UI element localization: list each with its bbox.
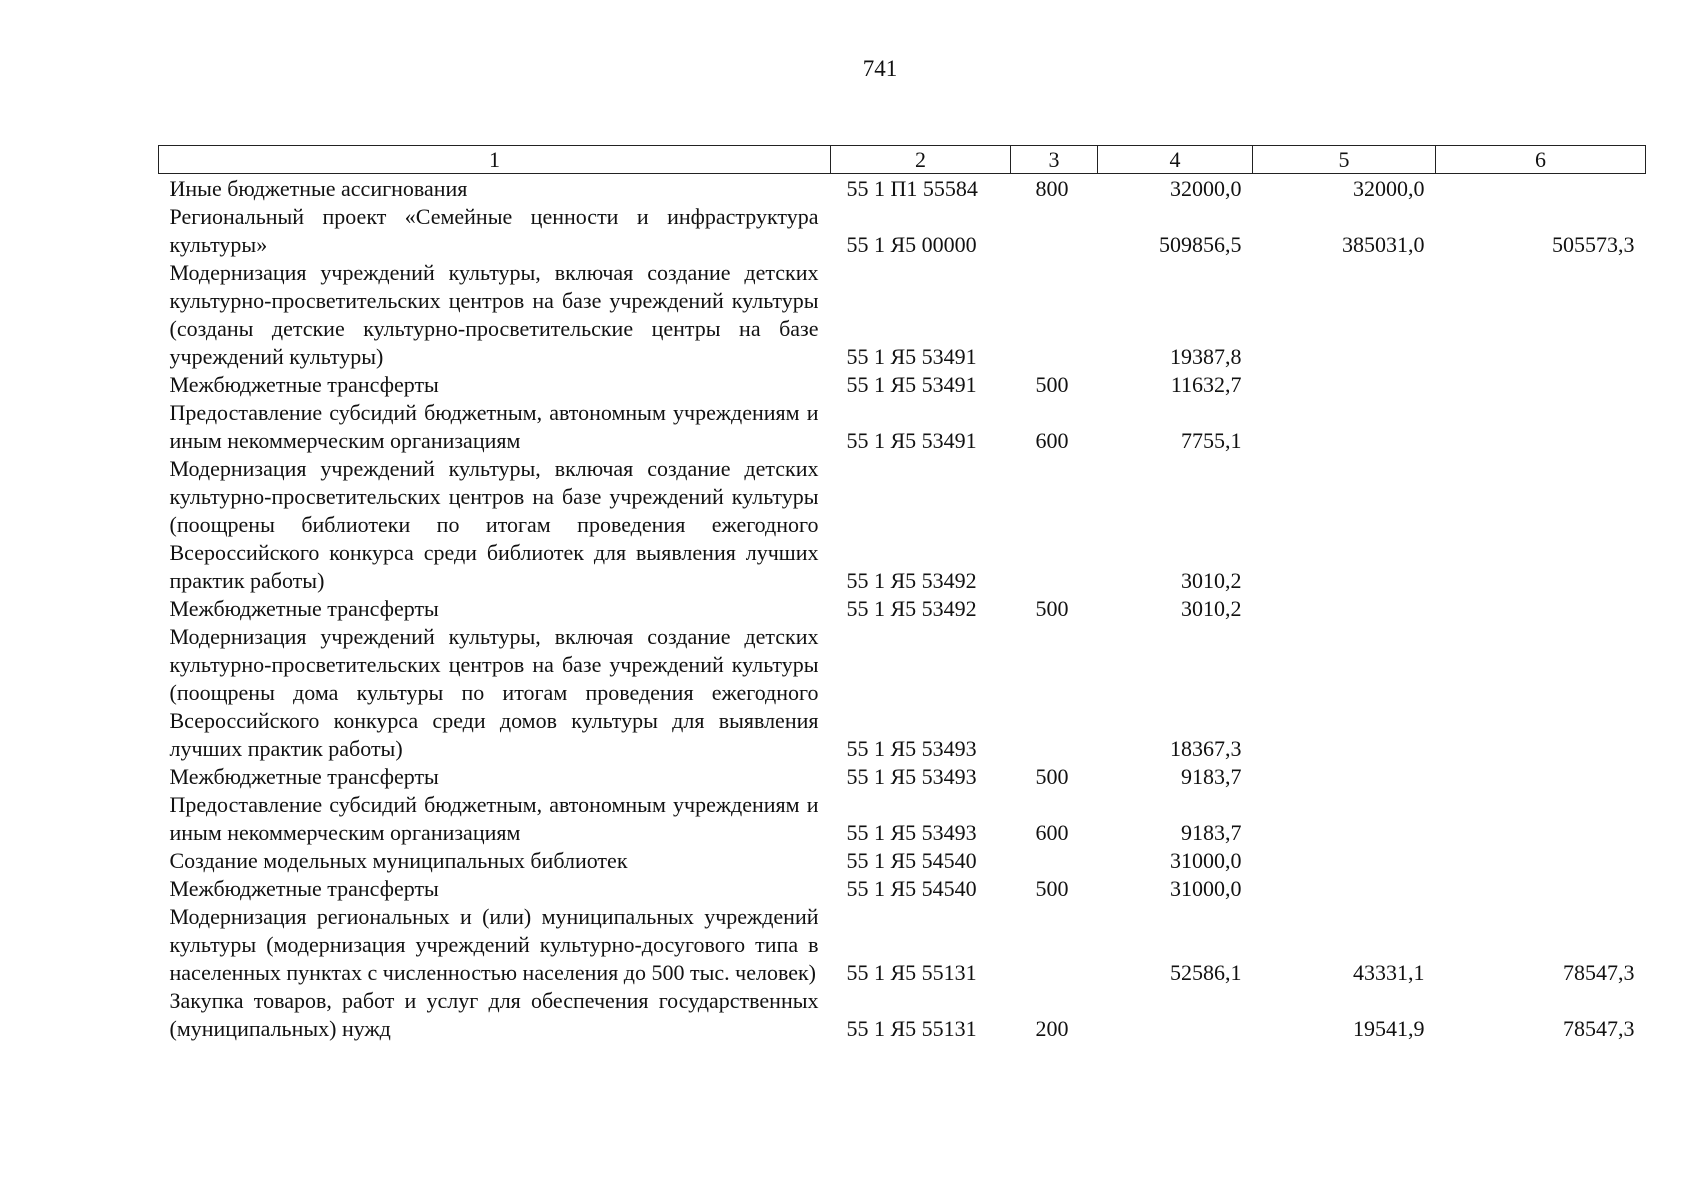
row-value-col4: 3010,2: [1181, 568, 1242, 593]
row-value-col4: 31000,0: [1170, 848, 1242, 873]
row-code: 55 1 Я5 53492: [846, 568, 977, 593]
row-value-col5: 43331,1: [1353, 960, 1425, 985]
row-value-col6: [1436, 399, 1646, 455]
row-value-col5: [1253, 455, 1436, 595]
column-header: 1: [159, 146, 831, 174]
row-code: 55 1 Я5 55131: [846, 1016, 977, 1041]
row-value-col5: [1253, 595, 1436, 623]
table-row: [159, 399, 1646, 455]
row-expense-type: 600: [1035, 820, 1069, 845]
row-value-col5: [1253, 791, 1436, 847]
row-code: 55 1 Я5 53491: [846, 372, 977, 397]
row-name: Межбюджетные трансферты: [169, 372, 439, 397]
row-value-col4: 19387,8: [1170, 344, 1242, 369]
row-code: 55 1 Я5 00000: [846, 232, 977, 257]
row-name: Межбюджетные трансферты: [169, 876, 439, 901]
row-value-col6: [1436, 763, 1646, 791]
row-code: 55 1 Я5 53491: [846, 344, 977, 369]
row-value-col5: 19541,9: [1353, 1016, 1425, 1041]
row-expense-type: [1011, 455, 1098, 595]
row-code: 55 1 Я5 53493: [846, 736, 977, 761]
column-header: 4: [1098, 146, 1253, 174]
row-expense-type: [1011, 259, 1098, 371]
row-expense-type: 500: [1035, 876, 1069, 901]
row-value-col5: [1253, 371, 1436, 399]
row-value-col5: [1253, 847, 1436, 875]
row-value-col5: [1253, 763, 1436, 791]
table-row: [159, 259, 1646, 371]
row-value-col6: 78547,3: [1563, 960, 1635, 985]
row-expense-type: 600: [1035, 428, 1069, 453]
row-value-col4: 18367,3: [1170, 736, 1242, 761]
row-name: Модернизация учреждений культуры, включая создание детских культурно-просветительских центров на базе учреждений культуры (поощрены библиотеки по итогам проведения ежегодного Всероссийского конкурса среди библиотек для выявления лучших практик работы): [169, 456, 819, 593]
row-expense-type: 500: [1035, 764, 1069, 789]
row-name: Закупка товаров, работ и услуг для обеспечения государственных (муниципальных) нужд: [169, 988, 819, 1041]
row-name: Межбюджетные трансферты: [169, 596, 439, 621]
row-code: 55 1 Я5 53493: [846, 820, 977, 845]
row-code: 55 1 П1 55584: [846, 176, 978, 201]
row-value-col5: 385031,0: [1342, 232, 1425, 257]
table-row: [159, 203, 1646, 259]
page-number: 741: [862, 56, 898, 81]
row-value-col5: [1253, 399, 1436, 455]
table-header-row: [159, 146, 1646, 174]
row-expense-type: 200: [1035, 1016, 1069, 1041]
row-value-col6: 78547,3: [1563, 1016, 1635, 1041]
row-name: Региональный проект «Семейные ценности и инфраструктура культуры»: [169, 204, 819, 257]
row-value-col4: 31000,0: [1170, 876, 1242, 901]
table-row: [159, 174, 1646, 204]
row-value-col4: 509856,5: [1159, 232, 1242, 257]
row-value-col6: [1436, 875, 1646, 903]
table-body: [159, 174, 1646, 1044]
row-expense-type: [1011, 623, 1098, 763]
row-name: Модернизация учреждений культуры, включая создание детских культурно-просветительских центров на базе учреждений культуры (созданы детские культурно-просветительские центры на базе учреждений культуры): [169, 260, 819, 369]
row-value-col6: 505573,3: [1552, 232, 1635, 257]
budget-table: [158, 145, 1646, 1043]
row-code: 55 1 Я5 53493: [846, 764, 977, 789]
row-value-col5: [1253, 259, 1436, 371]
row-name: Создание модельных муниципальных библиотек: [169, 848, 628, 873]
row-value-col6: [1436, 623, 1646, 763]
row-value-col4: 32000,0: [1170, 176, 1242, 201]
column-header: 5: [1253, 146, 1436, 174]
table-row: [159, 763, 1646, 791]
row-name: Модернизация региональных и (или) муниципальных учреждений культуры (модернизация учреждений культурно-досугового типа в населенных пунктах с численностью населения до 500 тыс. человек): [169, 904, 819, 985]
row-value-col5: [1253, 623, 1436, 763]
row-value-col6: [1436, 371, 1646, 399]
row-value-col4: [1098, 987, 1253, 1043]
row-value-col5: 32000,0: [1353, 176, 1425, 201]
table-row: [159, 847, 1646, 875]
row-code: 55 1 Я5 55131: [846, 960, 977, 985]
row-name: Межбюджетные трансферты: [169, 764, 439, 789]
row-value-col6: [1436, 847, 1646, 875]
row-value-col6: [1436, 595, 1646, 623]
row-value-col4: 9183,7: [1181, 820, 1242, 845]
row-code: 55 1 Я5 53491: [846, 428, 977, 453]
row-expense-type: 500: [1035, 596, 1069, 621]
row-expense-type: [1011, 903, 1098, 987]
table-row: [159, 875, 1646, 903]
row-code: 55 1 Я5 53492: [846, 596, 977, 621]
row-expense-type: [1011, 847, 1098, 875]
table-row: [159, 791, 1646, 847]
table-row: [159, 903, 1646, 987]
row-value-col6: [1436, 455, 1646, 595]
row-value-col4: 7755,1: [1181, 428, 1242, 453]
row-value-col6: [1436, 259, 1646, 371]
row-name: Модернизация учреждений культуры, включая создание детских культурно-просветительских центров на базе учреждений культуры (поощрены дома культуры по итогам проведения ежегодного Всероссийского конкурса среди домов культуры для выявления лучших практик работы): [169, 624, 819, 761]
table-row: [159, 987, 1646, 1043]
row-value-col6: [1436, 174, 1646, 204]
table-row: [159, 371, 1646, 399]
row-code: 55 1 Я5 54540: [846, 848, 977, 873]
row-value-col4: 11632,7: [1170, 372, 1242, 397]
row-value-col5: [1253, 875, 1436, 903]
row-expense-type: 500: [1035, 372, 1069, 397]
row-value-col6: [1436, 791, 1646, 847]
row-expense-type: [1011, 203, 1098, 259]
table-row: [159, 455, 1646, 595]
column-header: 2: [831, 146, 1011, 174]
row-name: Предоставление субсидий бюджетным, автономным учреждениям и иным некоммерческим организациям: [169, 792, 819, 845]
table-row: [159, 595, 1646, 623]
row-value-col4: 9183,7: [1181, 764, 1242, 789]
row-value-col4: 3010,2: [1181, 596, 1242, 621]
row-name: Иные бюджетные ассигнования: [169, 176, 468, 201]
column-header: 3: [1011, 146, 1098, 174]
column-header: 6: [1436, 146, 1646, 174]
row-expense-type: 800: [1035, 176, 1069, 201]
row-name: Предоставление субсидий бюджетным, автономным учреждениям и иным некоммерческим организациям: [169, 400, 819, 453]
row-value-col4: 52586,1: [1170, 960, 1242, 985]
table-row: [159, 623, 1646, 763]
row-code: 55 1 Я5 54540: [846, 876, 977, 901]
